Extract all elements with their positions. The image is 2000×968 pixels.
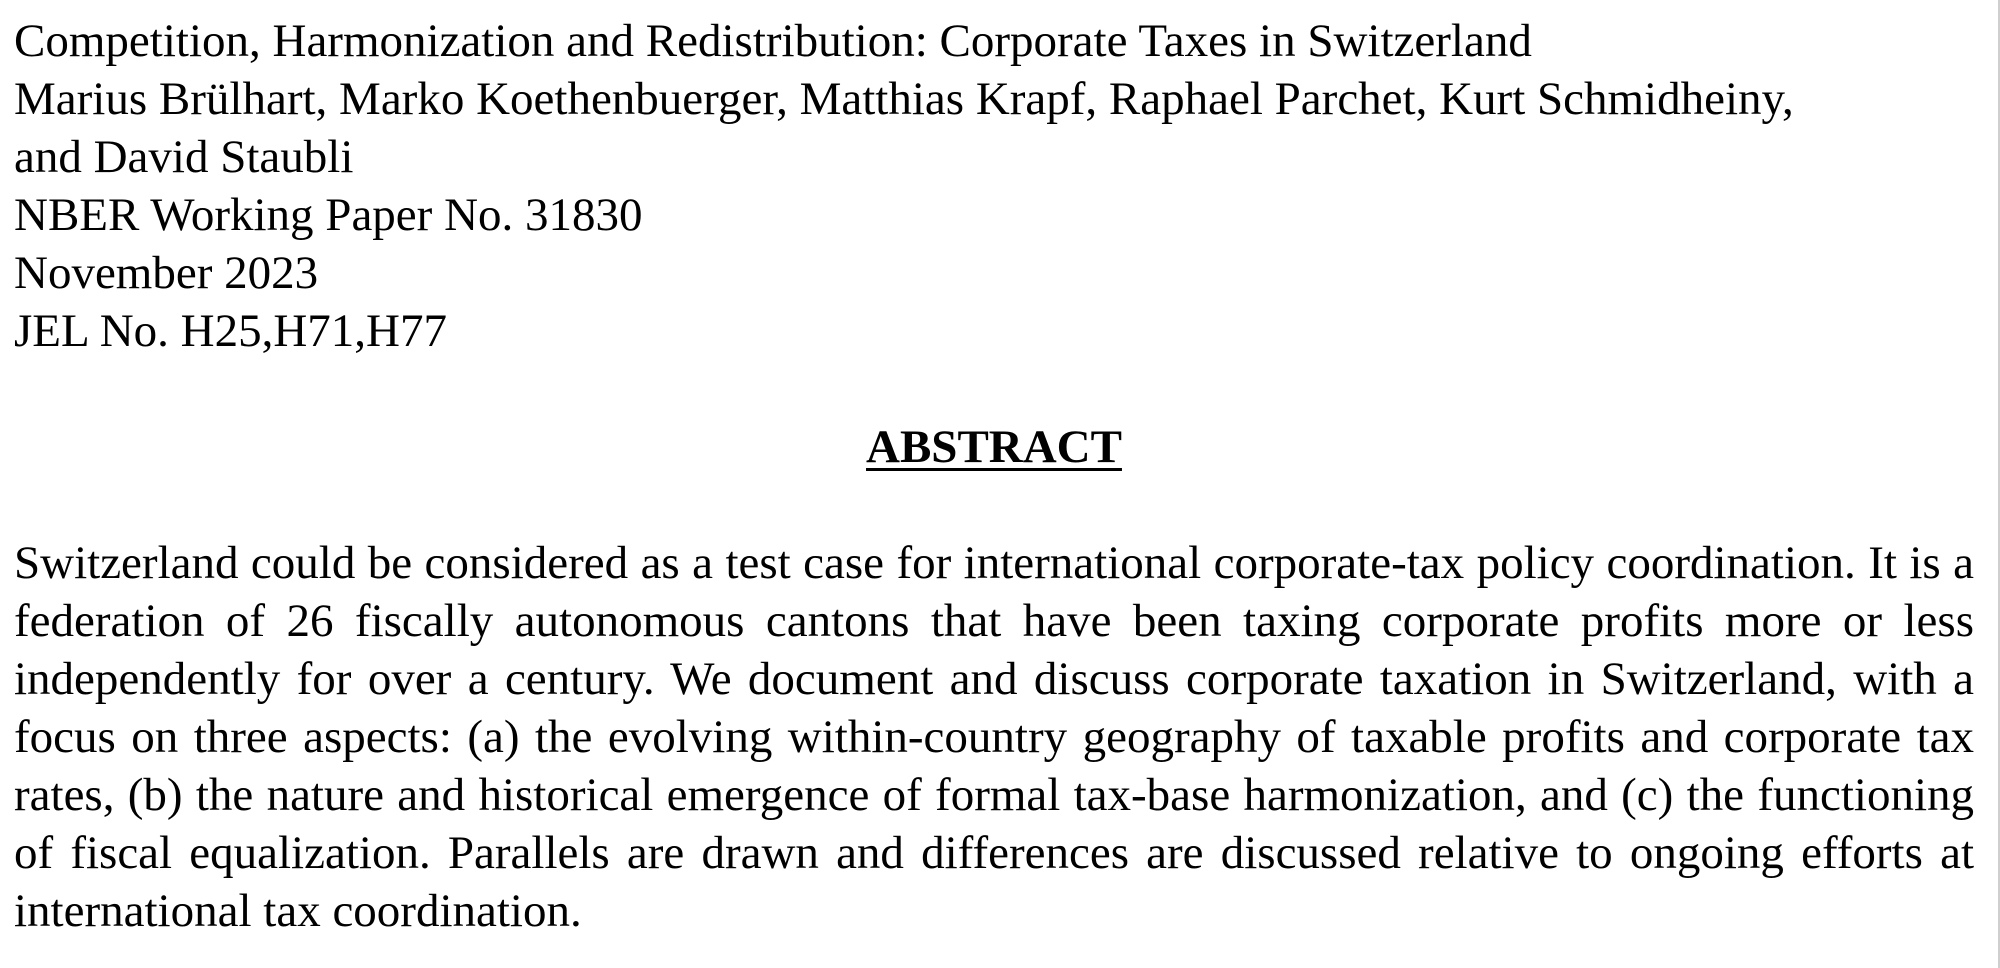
- authors-line-2: and David Staubli: [14, 131, 354, 183]
- abstract-text: Switzerland could be considered as a test case for international corporate-tax policy coordination. It is a federation of 26 fiscally autonomous cantons that have been taxing corporate profits more or less independently for over a century. We document and discuss corporate taxation in Switzerland, with a focus on three aspects: (a) the evolving within-country geography of taxable profits and corporate tax rates, (b) the nature and historical emergence of formal tax-base harmonization, and (c) the functioning of fiscal equalization. Parallels are drawn and differences are discussed relative to ongoing efforts at international tax coordination.: [14, 537, 1974, 937]
- jel-codes: JEL No. H25,H71,H77: [14, 305, 447, 357]
- authors-line-1: Marius Brülhart, Marko Koethenbuerger, Matthias Krapf, Raphael Parchet, Kurt Schmidheiny,: [14, 73, 1794, 125]
- publication-date: November 2023: [14, 247, 319, 299]
- paper-title: Competition, Harmonization and Redistribution: Corporate Taxes in Switzerland: [14, 15, 1532, 67]
- abstract-heading: ABSTRACT: [866, 421, 1122, 473]
- paper-page: [14, 12, 1974, 940]
- working-paper-number: NBER Working Paper No. 31830: [14, 189, 643, 241]
